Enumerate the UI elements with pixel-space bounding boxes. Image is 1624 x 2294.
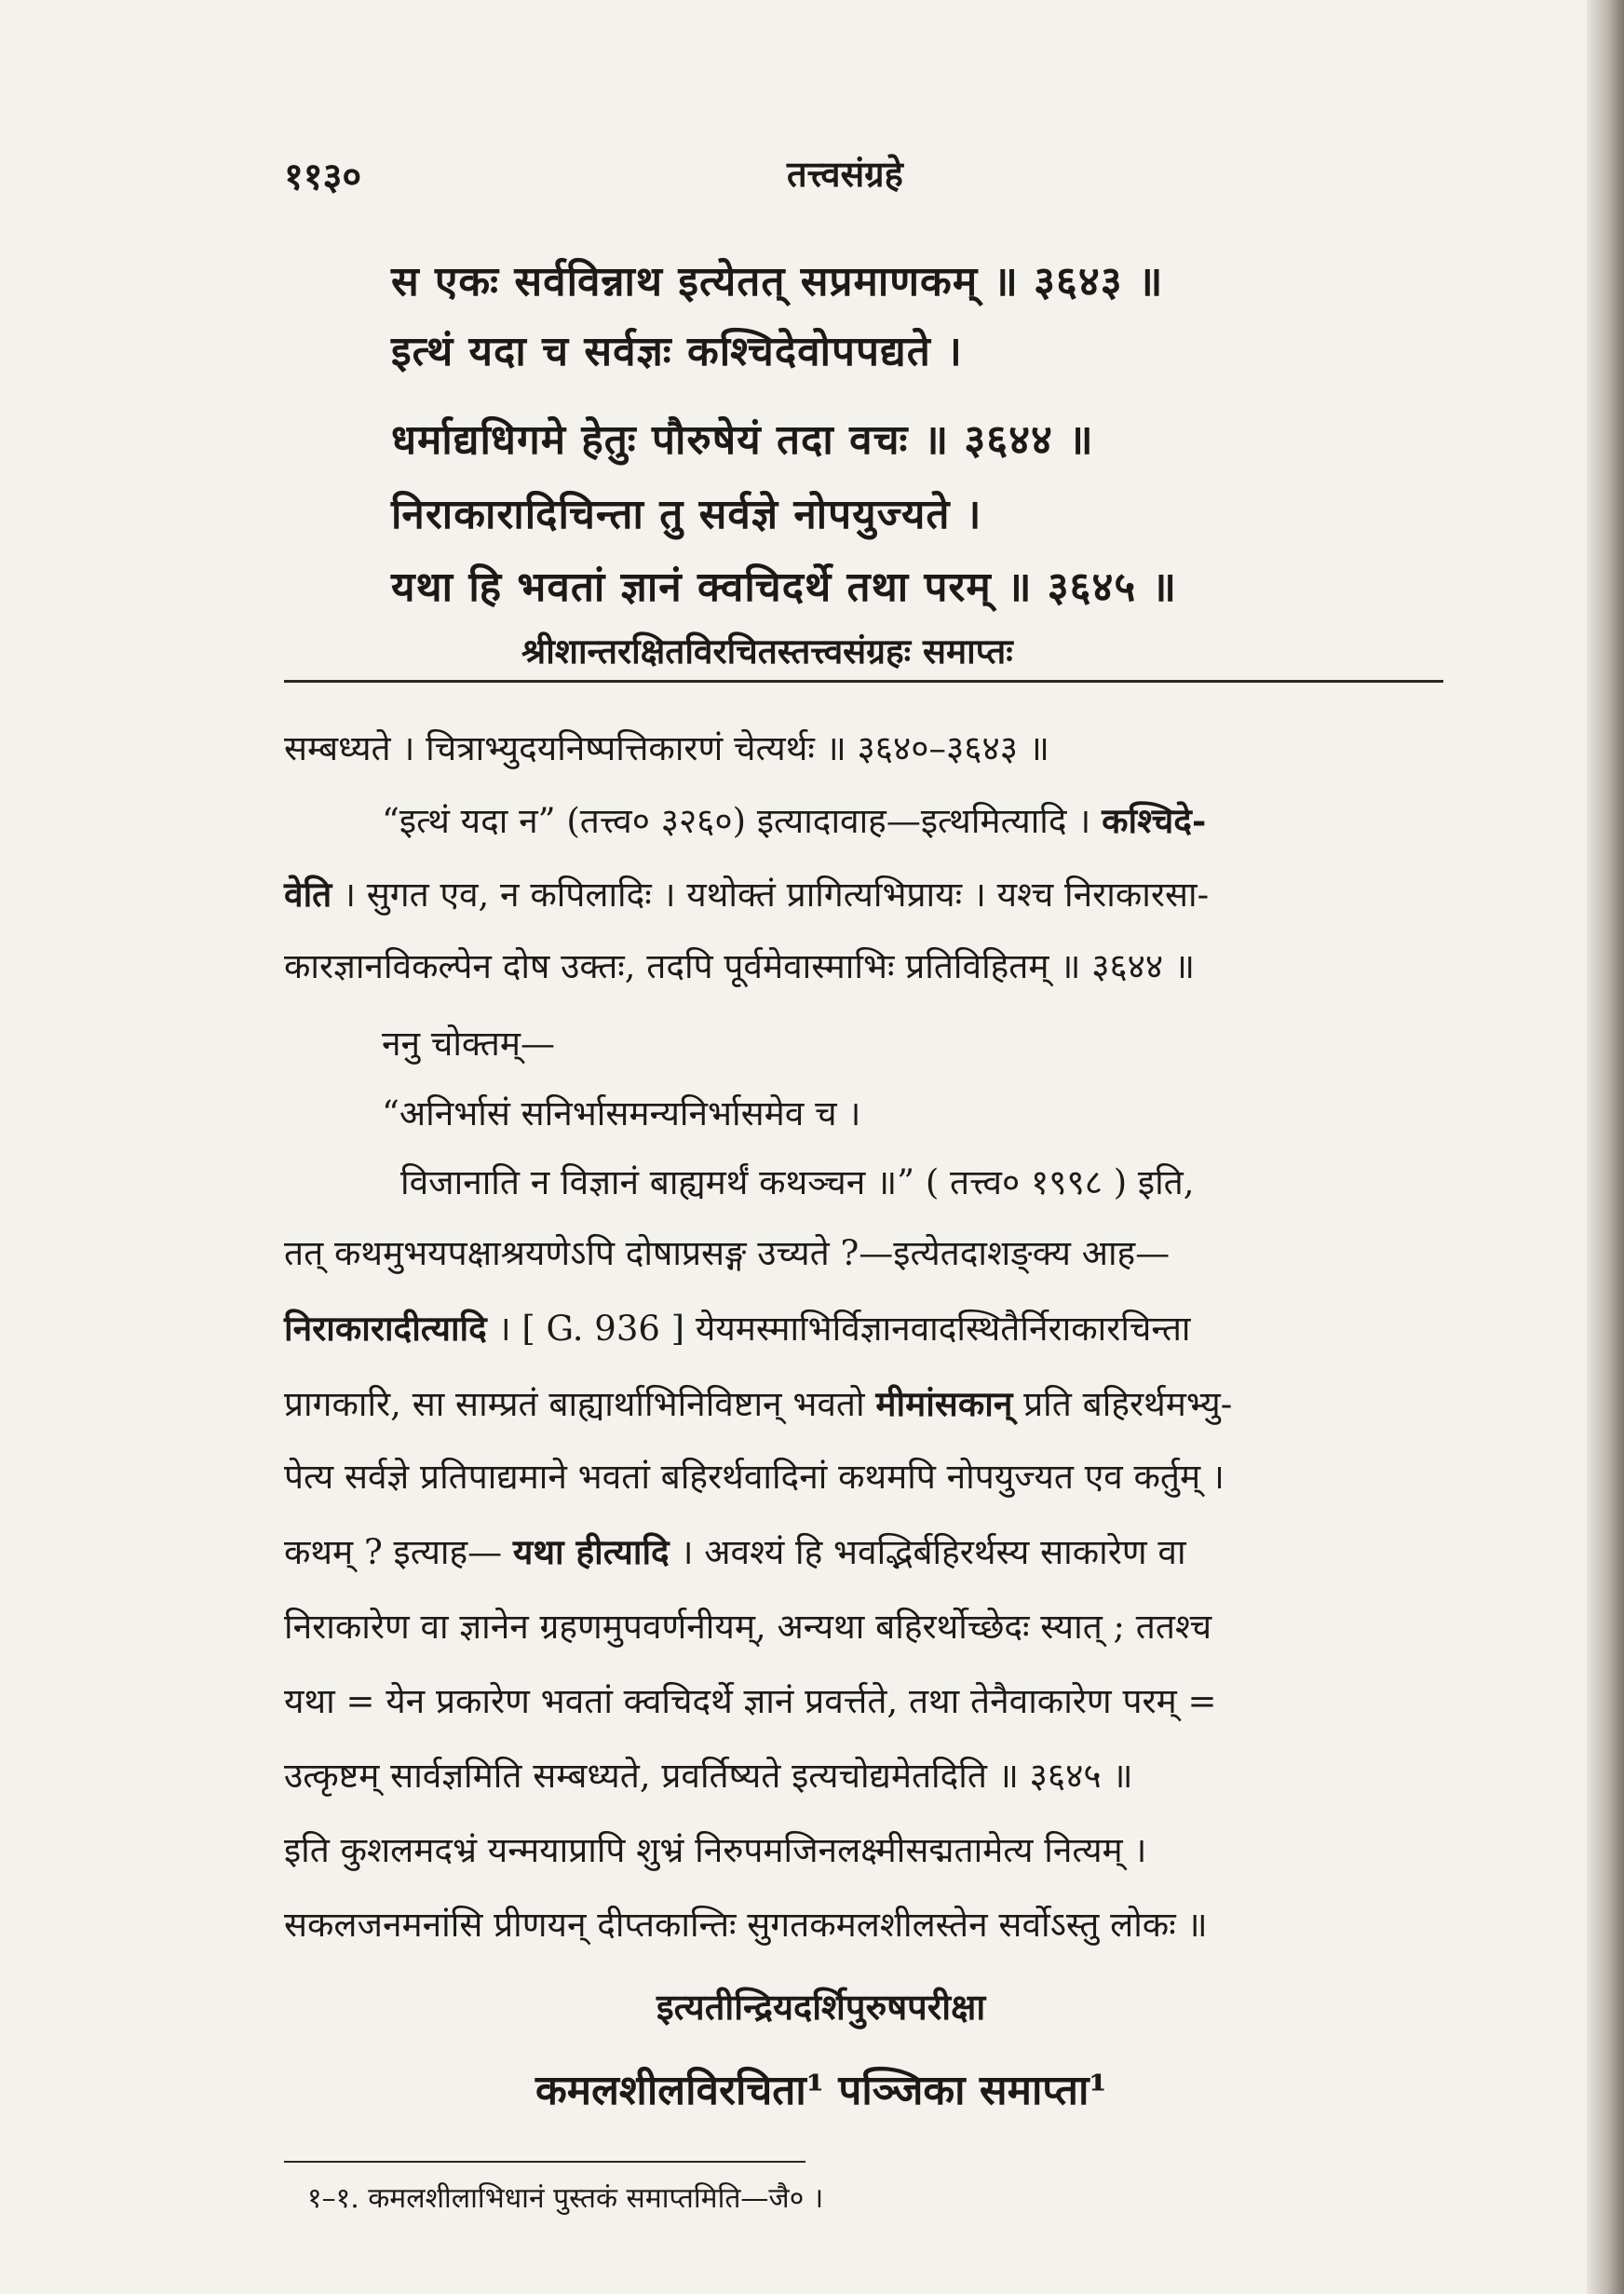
quoted-verse-line: “अनिर्भासं सनिर्भासमन्यनिर्भासमेव च । xyxy=(382,1093,861,1133)
commentary-keyword: निराकारादीत्यादि xyxy=(284,1308,487,1349)
book-spine-shadow xyxy=(1587,0,1624,2294)
commentary-keyword: वेति xyxy=(284,874,332,915)
commentary-text: । [ G. 936 ] येयमस्माभिर्विज्ञानवादस्थितैर्निराकारचिन्ता xyxy=(497,1309,1191,1349)
commentary-text: “इत्थं यदा न” (तत्त्व० ३२६०) इत्यादावाह—इत्थमित्यादि । xyxy=(382,801,1091,841)
commentary-text: प्रति बहिरर्थमभ्यु- xyxy=(1023,1384,1233,1424)
commentary-text: प्रागकारि, सा साम्प्रतं बाह्यार्थाभिनिविष्टान् भवतो xyxy=(284,1384,865,1424)
page-number: ११३० xyxy=(284,155,362,198)
verse-line: निराकारादिचिन्ता तु सर्वज्ञे नोपयुज्यते । xyxy=(391,491,982,538)
page-header xyxy=(284,149,1429,205)
footnote-divider xyxy=(284,2161,805,2163)
commentary-line: कारज्ञानविकल्पेन दोष उक्तः, तदपि पूर्वमेवास्माभिः प्रतिविहितम् ॥ ३६४४ ॥ xyxy=(284,946,1196,986)
verse-line: इत्थं यदा च सर्वज्ञः कश्चिदेवोपपद्यते । xyxy=(391,328,963,375)
commentary-line: पेत्य सर्वज्ञे प्रतिपाद्यमाने भवतां बहिरर्थवादिनां कथमपि नोपयुज्यत एव कर्तुम् । xyxy=(284,1457,1225,1497)
commentary-line xyxy=(382,800,1207,841)
commentary-line: निराकारेण वा ज्ञानेन ग्रहणमुपवर्णनीयम्, अन्यथा बहिरर्थोच्छेदः स्यात् ; ततश्च xyxy=(284,1607,1212,1647)
footnote: १–१. कमलशीलाभिधानं पुस्तकं समाप्तमिति—जै० । xyxy=(307,2182,824,2215)
commentary-text: । सुगत एव, न कपिलादिः । यथोक्तं प्रागित्यभिप्रायः । यश्च निराकारसा- xyxy=(343,875,1210,915)
commentary-end-title: कमलशीलविरचिता¹ पञ्जिका समाप्ता¹ xyxy=(535,2067,1107,2114)
commentary-line xyxy=(284,1383,1233,1424)
commentary-line: तत् कथमुभयपक्षाश्रयणेऽपि दोषाप्रसङ्ग उच्यते ?—इत्येतदाशङ्क्य आह— xyxy=(284,1233,1171,1273)
section-divider xyxy=(284,680,1443,683)
verse-line: धर्माद्यधिगमे हेतुः पौरुषेयं तदा वचः ॥ ३६४४ ॥ xyxy=(391,416,1094,464)
commentary-text: कथम् ? इत्याह— xyxy=(284,1532,503,1572)
running-title: तत्त्वसंग्रहे xyxy=(787,153,903,195)
commentary-line xyxy=(284,1531,1186,1572)
commentary-keyword: यथा हीत्यादि xyxy=(512,1531,670,1572)
colophon: श्रीशान्तरक्षितविरचितस्तत्त्वसंग्रहः समाप्तः xyxy=(521,631,1013,672)
benediction-line: सकलजनमनांसि प्रीणयन् दीप्तकान्तिः सुगतकमलशीलस्तेन सर्वोऽस्तु लोकः ॥ xyxy=(284,1905,1208,1945)
section-end-title: इत्यतीन्द्रियदर्शिपुरुषपरीक्षा xyxy=(656,1986,986,2028)
quoted-verse-line: विजानाति न विज्ञानं बाह्यमर्थं कथञ्चन ॥” ( तत्त्व० १९९८ ) इति, xyxy=(400,1162,1195,1202)
commentary-line: ननु चोक्तम्— xyxy=(382,1024,555,1064)
benediction-line: इति कुशलमदभ्रं यन्मयाप्रापि शुभ्रं निरुपमजिनलक्ष्मीसद्मतामेत्य नित्यम् । xyxy=(284,1830,1147,1870)
commentary-line: यथा = येन प्रकारेण भवतां क्वचिदर्थे ज्ञानं प्रवर्त्तते, तथा तेनैवाकारेण परम् = xyxy=(284,1681,1217,1721)
commentary-text: । अवश्यं हि भवद्भिर्बहिरर्थस्य साकारेण वा xyxy=(680,1532,1186,1572)
commentary-keyword: कश्चिदे- xyxy=(1102,800,1207,841)
commentary-line: सम्बध्यते । चित्राभ्युदयनिष्पत्तिकारणं चेत्यर्थः ॥ ३६४०–३६४३ ॥ xyxy=(284,728,1049,768)
verse-line: यथा हि भवतां ज्ञानं क्वचिदर्थे तथा परम् ॥ ३६४५ ॥ xyxy=(391,563,1177,611)
verse-line: स एकः सर्वविन्नाथ इत्येतत् सप्रमाणकम् ॥ ३६४३ ॥ xyxy=(391,258,1164,305)
commentary-keyword: मीमांसकान् xyxy=(875,1383,1013,1424)
commentary-line: उत्कृष्टम् सार्वज्ञमिति सम्बध्यते, प्रवर्तिष्यते इत्यचोद्यमेतदिति ॥ ३६४५ ॥ xyxy=(284,1756,1133,1796)
commentary-line xyxy=(284,1308,1191,1349)
commentary-line xyxy=(284,874,1210,915)
